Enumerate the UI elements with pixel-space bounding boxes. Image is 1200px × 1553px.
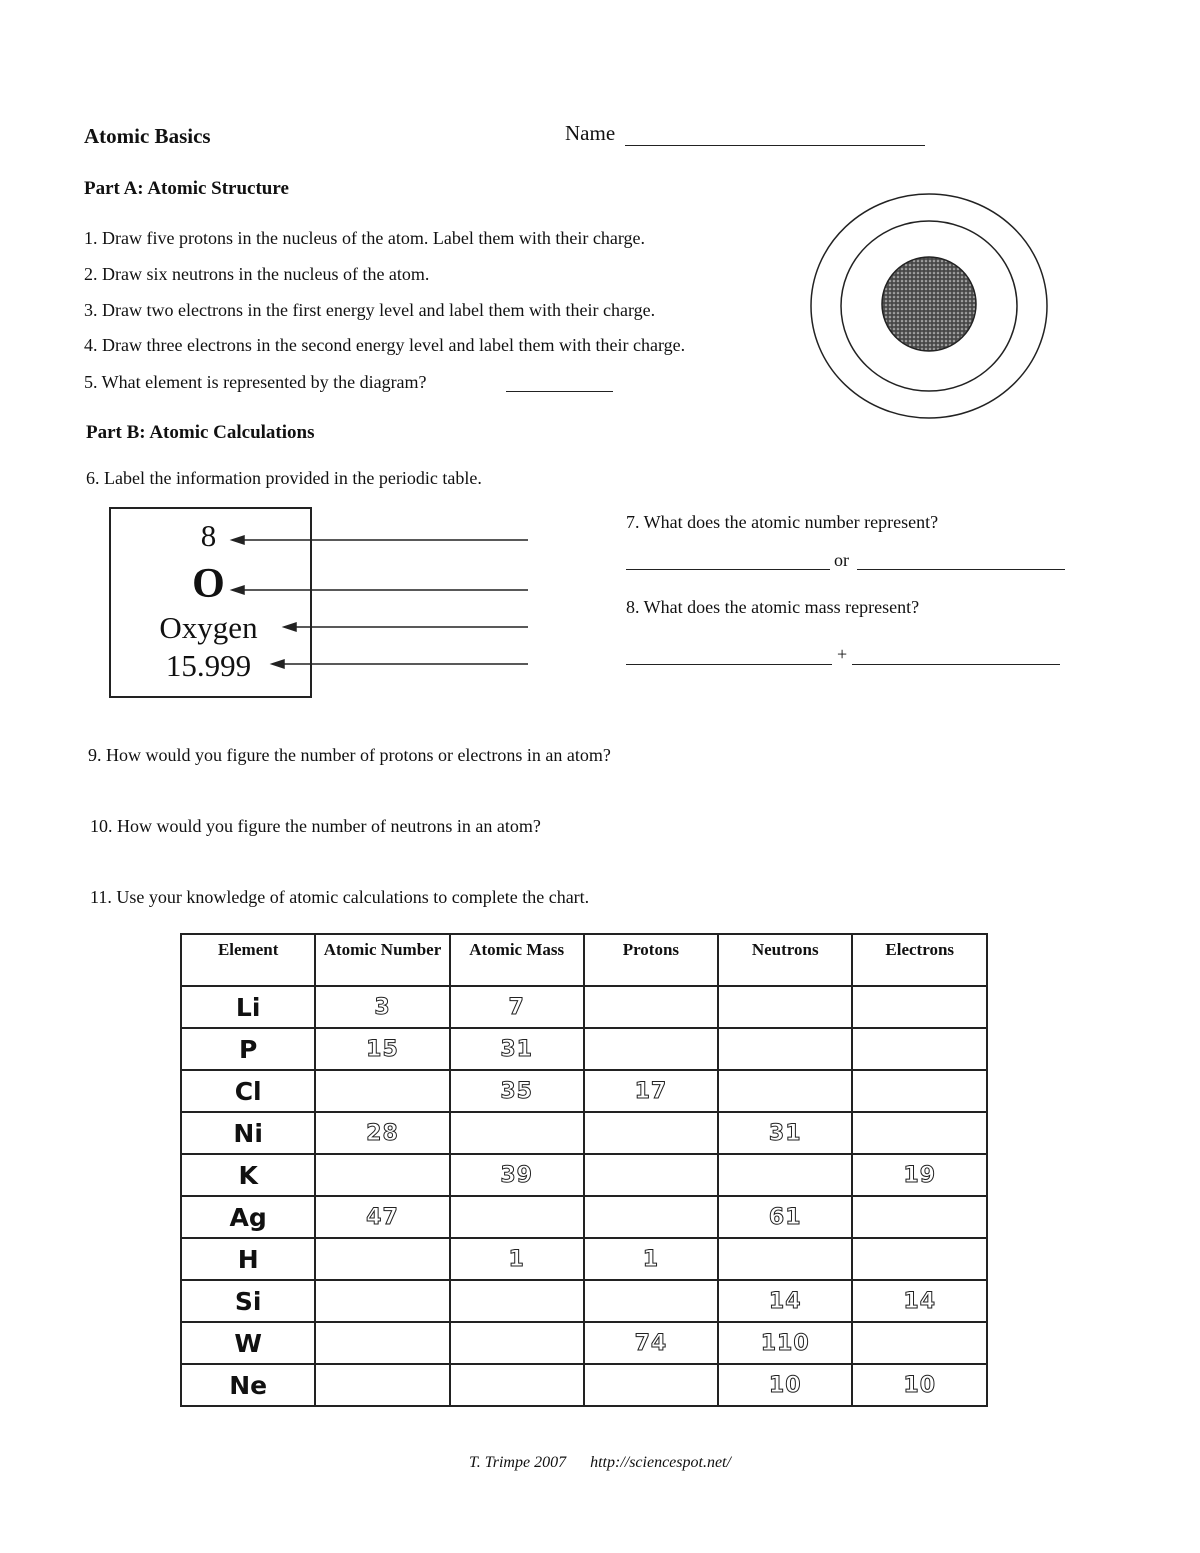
question-2: 2. Draw six neutrons in the nucleus of the atom. xyxy=(84,264,430,284)
element-cell: Cl xyxy=(181,1070,315,1112)
neutrons-cell[interactable]: 31 xyxy=(718,1112,852,1154)
atomic-number-cell[interactable]: 3 xyxy=(315,986,449,1028)
atomic-mass-cell[interactable] xyxy=(450,1280,584,1322)
footer-author: T. Trimpe 2007 xyxy=(469,1454,567,1471)
atomic-mass-cell[interactable]: 1 xyxy=(450,1238,584,1280)
atomic-number-cell[interactable]: 28 xyxy=(315,1112,449,1154)
table-row xyxy=(181,1280,987,1322)
element-cell: Li xyxy=(181,986,315,1028)
protons-cell[interactable]: 17 xyxy=(584,1070,718,1112)
electrons-cell[interactable] xyxy=(852,1112,987,1154)
atomic-number-cell[interactable] xyxy=(315,1322,449,1364)
question-8-answer-line-1[interactable] xyxy=(626,664,832,665)
atomic-number-cell[interactable] xyxy=(315,1154,449,1196)
table-row xyxy=(181,1112,987,1154)
table-row xyxy=(181,1070,987,1112)
electrons-cell[interactable]: 14 xyxy=(852,1280,987,1322)
element-cell: Ag xyxy=(181,1196,315,1238)
protons-cell[interactable] xyxy=(584,1364,718,1406)
electrons-cell[interactable] xyxy=(852,1238,987,1280)
neutrons-cell[interactable] xyxy=(718,1028,852,1070)
protons-cell[interactable] xyxy=(584,986,718,1028)
atomic-mass-cell[interactable]: 31 xyxy=(450,1028,584,1070)
neutrons-cell[interactable] xyxy=(718,986,852,1028)
protons-cell[interactable] xyxy=(584,1112,718,1154)
question-8-plus: + xyxy=(837,644,848,664)
electrons-cell[interactable] xyxy=(852,986,987,1028)
header-protons: Protons xyxy=(584,934,718,986)
part-a-heading: Part A: Atomic Structure xyxy=(84,178,289,199)
question-7: 7. What does the atomic number represent? xyxy=(626,512,939,532)
question-5: 5. What element is represented by the diagram? xyxy=(84,372,427,392)
element-cell: W xyxy=(181,1322,315,1364)
table-row xyxy=(181,1322,987,1364)
header-electrons: Electrons xyxy=(852,934,987,986)
question-3: 3. Draw two electrons in the first energy level and label them with their charge. xyxy=(84,300,656,320)
footer xyxy=(0,1454,1200,1472)
element-atomic-number: 8 xyxy=(200,518,217,553)
table-row xyxy=(181,1154,987,1196)
element-cell: Ne xyxy=(181,1364,315,1406)
element-cell: P xyxy=(181,1028,315,1070)
protons-cell[interactable]: 74 xyxy=(584,1322,718,1364)
protons-cell[interactable]: 1 xyxy=(584,1238,718,1280)
electrons-cell[interactable] xyxy=(852,1322,987,1364)
nucleus xyxy=(882,257,976,351)
question-11: 11. Use your knowledge of atomic calculations to complete the chart. xyxy=(90,887,590,907)
element-name: Oxygen xyxy=(159,610,258,645)
atomic-mass-cell[interactable] xyxy=(450,1322,584,1364)
neutrons-cell[interactable]: 61 xyxy=(718,1196,852,1238)
question-6: 6. Label the information provided in the periodic table. xyxy=(86,468,482,488)
neutrons-cell[interactable] xyxy=(718,1154,852,1196)
electrons-cell[interactable] xyxy=(852,1028,987,1070)
atomic-mass-cell[interactable]: 35 xyxy=(450,1070,584,1112)
element-cell: Si xyxy=(181,1280,315,1322)
electrons-cell[interactable] xyxy=(852,1070,987,1112)
atomic-mass-cell[interactable]: 39 xyxy=(450,1154,584,1196)
element-cell: K xyxy=(181,1154,315,1196)
footer-url[interactable]: http://sciencespot.net/ xyxy=(590,1454,731,1471)
part-b-heading: Part B: Atomic Calculations xyxy=(86,422,315,443)
atomic-number-cell[interactable] xyxy=(315,1280,449,1322)
neutrons-cell[interactable] xyxy=(718,1238,852,1280)
label-arrows xyxy=(0,0,560,700)
atomic-mass-cell[interactable]: 7 xyxy=(450,986,584,1028)
atomic-calculations-chart xyxy=(180,933,988,1407)
name-field[interactable] xyxy=(625,145,925,146)
question-8: 8. What does the atomic mass represent? xyxy=(626,597,920,617)
atomic-number-cell[interactable]: 15 xyxy=(315,1028,449,1070)
atomic-number-cell[interactable] xyxy=(315,1364,449,1406)
question-7-answer-line-2[interactable] xyxy=(857,569,1065,570)
element-symbol: O xyxy=(192,561,225,607)
atomic-number-cell[interactable]: 47 xyxy=(315,1196,449,1238)
electrons-cell[interactable]: 19 xyxy=(852,1154,987,1196)
atomic-number-cell[interactable] xyxy=(315,1238,449,1280)
table-row xyxy=(181,1196,987,1238)
atomic-mass-cell[interactable] xyxy=(450,1364,584,1406)
neutrons-cell[interactable] xyxy=(718,1070,852,1112)
neutrons-cell[interactable]: 110 xyxy=(718,1322,852,1364)
arrow-name-head xyxy=(284,623,296,631)
neutrons-cell[interactable]: 10 xyxy=(718,1364,852,1406)
protons-cell[interactable] xyxy=(584,1196,718,1238)
header-element: Element xyxy=(181,934,315,986)
header-atomic-mass: Atomic Mass xyxy=(450,934,584,986)
table-row xyxy=(181,1028,987,1070)
question-8-answer-line-2[interactable] xyxy=(852,664,1060,665)
question-9: 9. How would you figure the number of protons or electrons in an atom? xyxy=(88,745,611,765)
chart-header-row xyxy=(181,934,987,986)
electrons-cell[interactable] xyxy=(852,1196,987,1238)
arrow-symbol-head xyxy=(232,586,244,594)
atomic-number-cell[interactable] xyxy=(315,1070,449,1112)
question-7-or: or xyxy=(834,550,849,570)
electrons-cell[interactable]: 10 xyxy=(852,1364,987,1406)
question-4: 4. Draw three electrons in the second energy level and label them with their charge. xyxy=(84,335,686,355)
atom-diagram[interactable] xyxy=(805,188,1055,424)
element-cell: H xyxy=(181,1238,315,1280)
arrow-mass-head xyxy=(272,660,284,668)
atomic-mass-cell[interactable] xyxy=(450,1112,584,1154)
protons-cell[interactable] xyxy=(584,1028,718,1070)
worksheet-title: Atomic Basics xyxy=(84,124,211,148)
question-1: 1. Draw five protons in the nucleus of the atom. Label them with their charge. xyxy=(84,228,646,248)
element-cell: Ni xyxy=(181,1112,315,1154)
table-row xyxy=(181,986,987,1028)
element-atomic-mass: 15.999 xyxy=(165,648,252,683)
table-row xyxy=(181,1238,987,1280)
protons-cell[interactable] xyxy=(584,1280,718,1322)
question-7-answer-line-1[interactable] xyxy=(626,569,830,570)
question-10: 10. How would you figure the number of neutrons in an atom? xyxy=(90,816,541,836)
table-row xyxy=(181,1364,987,1406)
name-label: Name xyxy=(565,121,616,145)
header-neutrons: Neutrons xyxy=(718,934,852,986)
header-atomic-number: Atomic Number xyxy=(315,934,449,986)
atomic-mass-cell[interactable] xyxy=(450,1196,584,1238)
protons-cell[interactable] xyxy=(584,1154,718,1196)
neutrons-cell[interactable]: 14 xyxy=(718,1280,852,1322)
arrow-number-head xyxy=(232,536,244,544)
